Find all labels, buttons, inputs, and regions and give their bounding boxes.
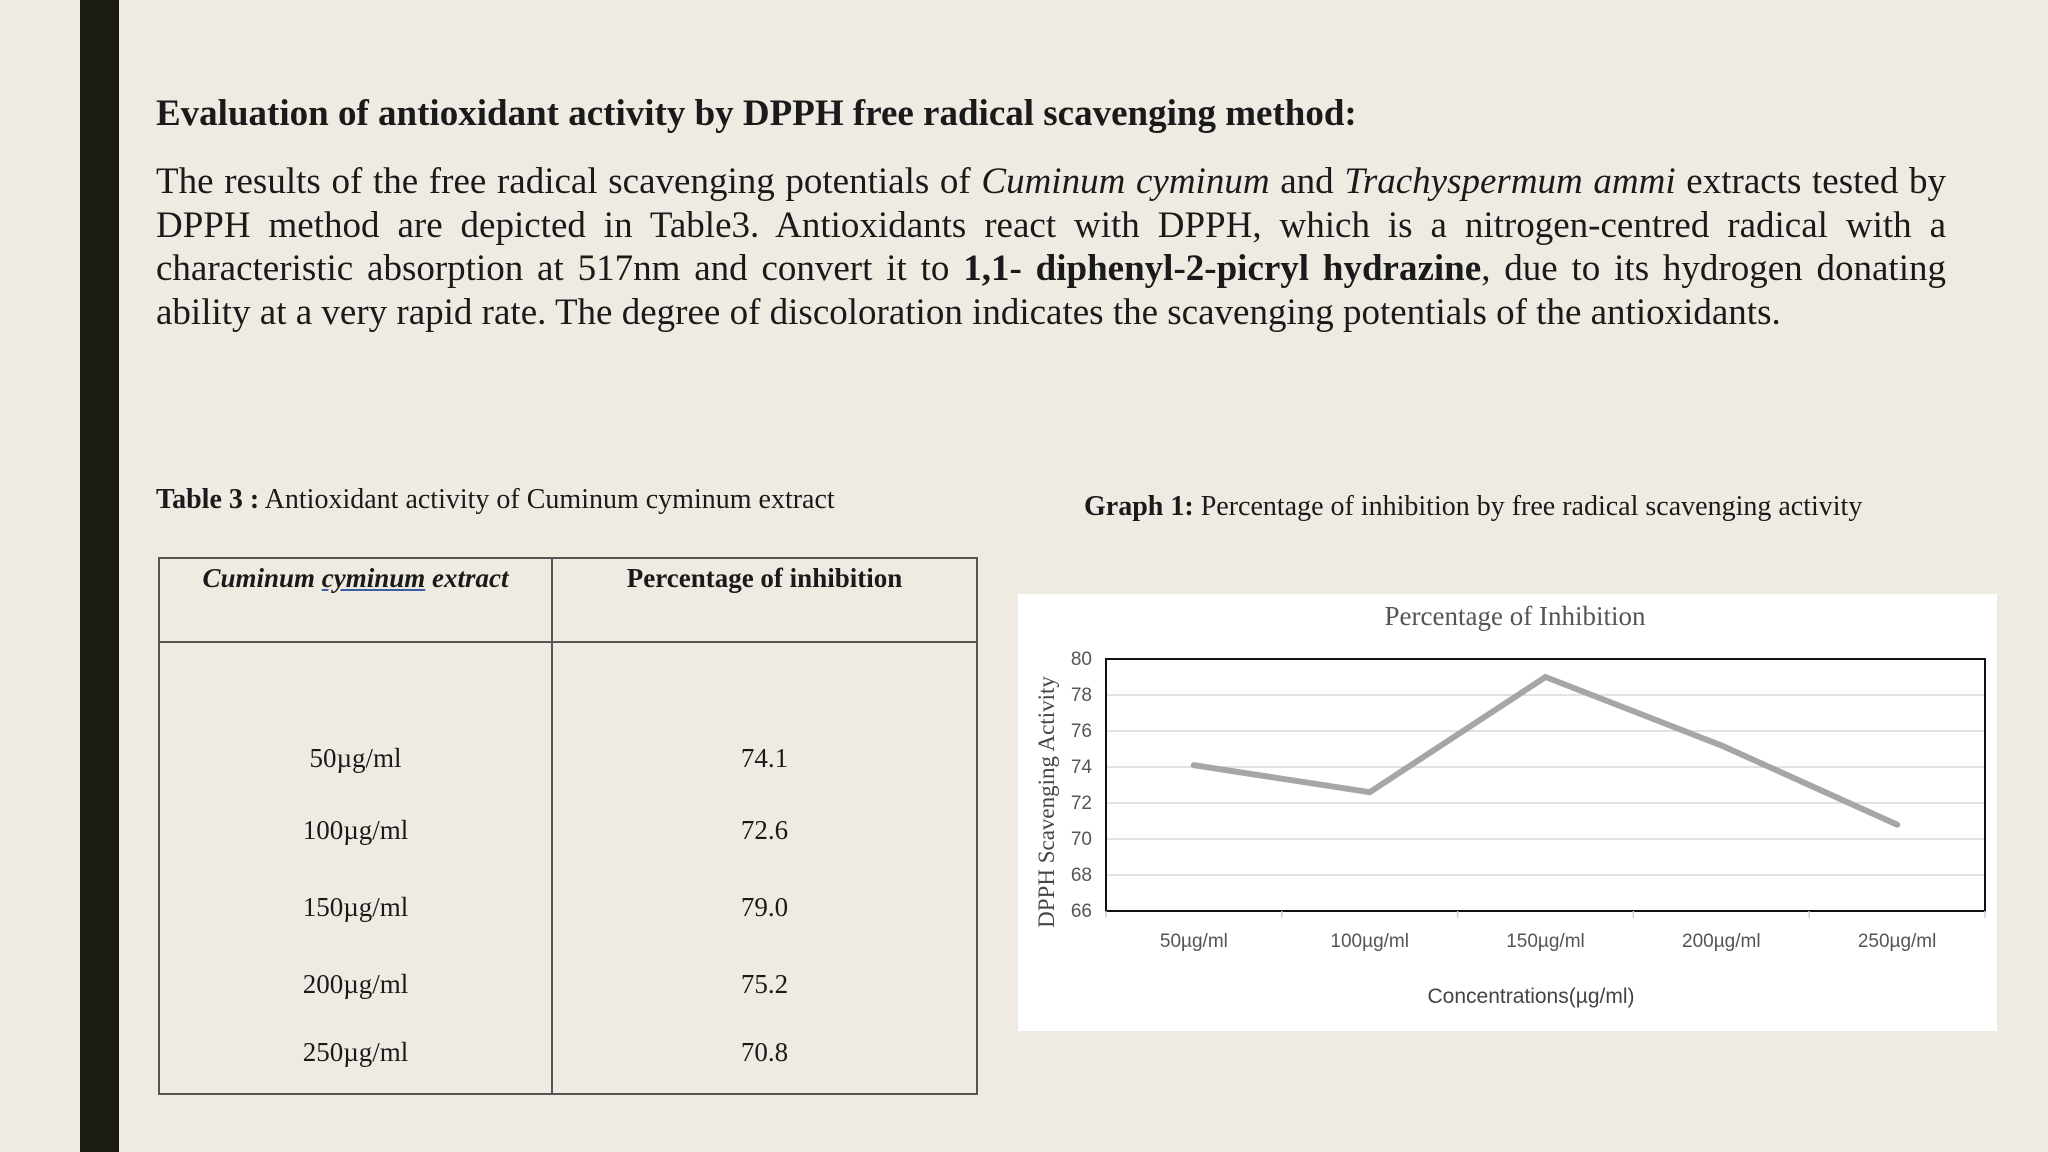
table-caption xyxy=(156,482,1016,518)
cell-concentration: 100µg/ml xyxy=(159,792,552,869)
cell-concentration: 50µg/ml xyxy=(159,642,552,792)
cell-percentage: 74.1 xyxy=(552,642,977,792)
chart-y-tick-label: 78 xyxy=(1070,685,1092,706)
compound-name: 1,1- diphenyl-2-picryl hydrazine xyxy=(963,248,1482,289)
chart-data-point xyxy=(1191,762,1197,768)
chart-y-tick-label: 76 xyxy=(1070,721,1092,742)
header-extract-suffix: extract xyxy=(425,563,509,593)
header-extract-species: cyminum xyxy=(321,563,426,593)
chart-y-tick-label: 66 xyxy=(1070,901,1092,922)
antioxidant-table xyxy=(158,557,978,1095)
chart-x-tick-label: 250µg/ml xyxy=(1857,931,1937,952)
chart-svg xyxy=(1018,594,1997,1031)
chart-y-tick-label: 74 xyxy=(1070,757,1092,778)
chart-y-axis-label: DPPH Scavenging Activity xyxy=(1034,676,1059,928)
chart-x-ticks xyxy=(1106,911,1985,952)
table-caption-label: Table 3 : xyxy=(156,484,260,515)
table-caption-text: Antioxidant activity of Cuminum cyminum extract xyxy=(259,484,835,515)
chart-data-point xyxy=(1894,822,1900,828)
cell-percentage: 79.0 xyxy=(552,869,977,946)
table-row xyxy=(159,792,977,869)
chart-y-tick-label: 70 xyxy=(1070,829,1092,850)
cell-concentration: 200µg/ml xyxy=(159,946,552,1023)
species-name-trachyspermum: Trachyspermum ammi xyxy=(1344,161,1676,202)
cell-percentage: 72.6 xyxy=(552,792,977,869)
chart-data-point xyxy=(1367,789,1373,795)
chart-y-tick-label: 72 xyxy=(1070,793,1092,814)
paragraph-text-1: The results of the free radical scavenging potentials of xyxy=(156,161,982,202)
chart-y-ticks xyxy=(1071,649,1093,922)
side-accent-bar xyxy=(80,0,119,1152)
chart-data-point xyxy=(1718,742,1724,748)
chart-x-tick-label: 100µg/ml xyxy=(1330,931,1409,952)
graph-caption xyxy=(1084,489,2024,525)
table-row xyxy=(159,1023,977,1094)
table-header-row xyxy=(159,558,977,642)
header-extract-genus: Cuminum xyxy=(202,563,322,593)
inhibition-line-chart xyxy=(1018,594,1997,1031)
paragraph-text-4: , due to its hydrogen donating ability at a very rapid rate. The degree of discoloration indicates the scavenging potentials of the antioxidants. xyxy=(156,248,1946,333)
chart-data-point xyxy=(1543,674,1549,680)
paragraph-text-2: and xyxy=(1269,161,1345,202)
cell-percentage: 75.2 xyxy=(552,946,977,1023)
chart-points xyxy=(1191,674,1900,828)
chart-x-tick-label: 50µg/ml xyxy=(1159,931,1228,952)
chart-title: Percentage of Inhibition xyxy=(1384,601,1646,631)
chart-y-tick-label: 68 xyxy=(1070,865,1092,886)
graph-caption-text: Percentage of inhibition by free radical scavenging activity xyxy=(1193,491,1863,522)
chart-y-tick-label: 80 xyxy=(1070,649,1092,670)
chart-x-tick-label: 200µg/ml xyxy=(1682,931,1761,952)
chart-x-axis-label: Concentrations(µg/ml) xyxy=(1427,985,1635,1008)
header-extract xyxy=(159,558,552,642)
section-heading: Evaluation of antioxidant activity by DPPH free radical scavenging method: xyxy=(156,93,1357,134)
table-row xyxy=(159,642,977,792)
chart-x-tick-label: 150µg/ml xyxy=(1506,931,1585,952)
table-row xyxy=(159,946,977,1023)
header-percentage: Percentage of inhibition xyxy=(552,558,977,642)
body-paragraph xyxy=(156,160,1946,334)
cell-concentration: 150µg/ml xyxy=(159,869,552,946)
table-row xyxy=(159,869,977,946)
paragraph-text-3: extracts tested by DPPH method are depicted in Table3. Antioxidants react with DPPH, which is a nitrogen-centred radical with a characteristic absorption at 517nm and convert it to xyxy=(156,161,1946,289)
chart-gridlines xyxy=(1106,659,1985,911)
cell-percentage: 70.8 xyxy=(552,1023,977,1094)
cell-concentration: 250µg/ml xyxy=(159,1023,552,1094)
species-name-cuminum: Cuminum cyminum xyxy=(981,161,1270,202)
graph-caption-label: Graph 1: xyxy=(1084,491,1194,522)
chart-plot-frame xyxy=(1106,659,1985,911)
